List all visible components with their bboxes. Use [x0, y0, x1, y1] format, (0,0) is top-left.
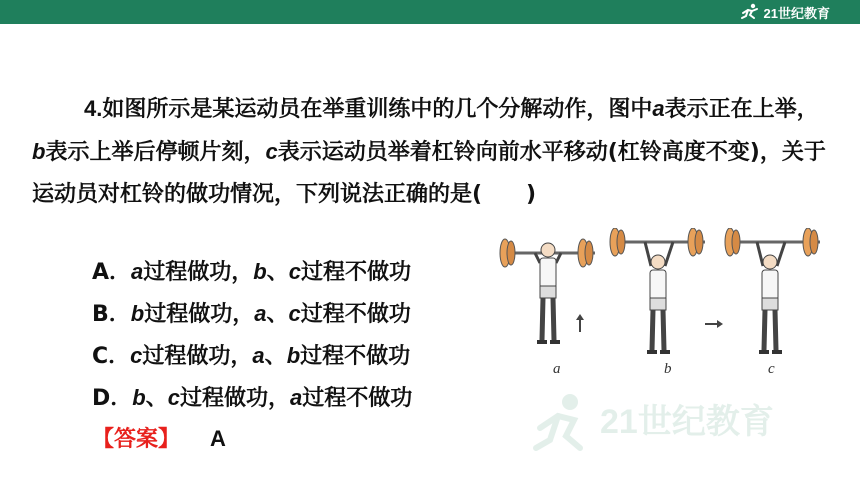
options-list: [92, 255, 412, 423]
answer-line: [92, 422, 226, 453]
watermark-logo: [530, 388, 830, 458]
brand-logo: [740, 2, 830, 22]
arrow-right-icon: [705, 320, 723, 328]
question-text: [32, 88, 832, 216]
question-segment-2: 表示正在上举，: [664, 97, 819, 122]
figure-label-b: b: [664, 361, 672, 377]
question-segment-4: 表示运动员举着杠铃向前水平移动(杠铃高度不变)，关于运动员对杠铃的做功情况，下列说法正确的是( ): [32, 140, 826, 207]
option-a[interactable]: A．a过程做功，b、c过程不做功: [92, 259, 412, 285]
option-b[interactable]: B．b过程做功，a、c过程不做功: [92, 301, 411, 327]
question-number: 4.: [84, 96, 103, 121]
question-segment-3: 表示上举后停顿片刻，: [45, 140, 266, 165]
runner-logo-icon: [740, 3, 760, 21]
figure-label-a: a: [553, 361, 561, 377]
option-c[interactable]: C．c过程做功，a、b过程不做功: [92, 343, 411, 369]
weightlifter-figure: [495, 228, 825, 388]
question-segment-1: 如图所示是某运动员在举重训练中的几个分解动作，图中: [102, 97, 653, 122]
watermark-text: 21世纪教育: [600, 403, 774, 441]
lifter-b-figure: [610, 228, 723, 352]
header-bar: [0, 0, 860, 24]
var-a: a: [652, 96, 665, 121]
arrow-up-icon: [576, 314, 584, 332]
var-b: b: [32, 139, 46, 164]
option-d[interactable]: D．b、c过程做功，a过程不做功: [92, 385, 413, 411]
var-c: c: [265, 139, 278, 164]
figure-label-c: c: [768, 361, 775, 377]
answer-value: A: [210, 426, 226, 451]
lifter-c-figure: [725, 228, 820, 352]
lifter-a-figure: [500, 239, 595, 342]
answer-tag: 【答案】: [92, 427, 181, 452]
logo-text: 21世纪教育: [763, 5, 830, 21]
